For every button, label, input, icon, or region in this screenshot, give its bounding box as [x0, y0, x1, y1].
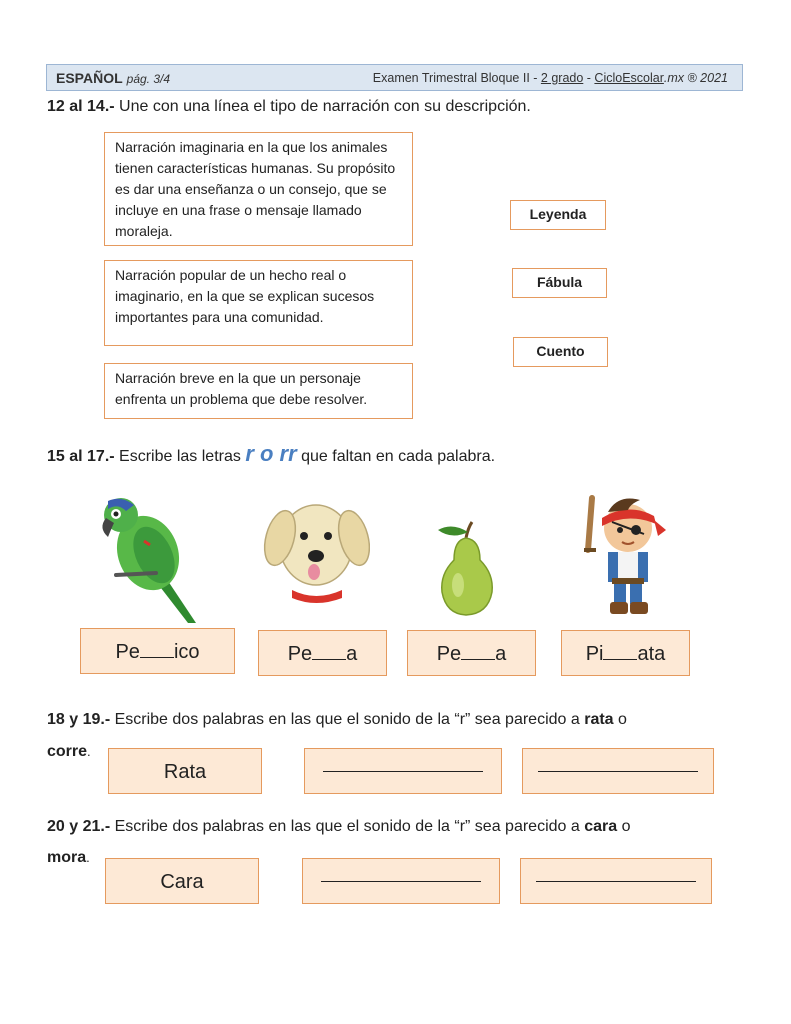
example-box-rata: Rata: [108, 748, 262, 794]
type-box-fabula: Fábula: [512, 268, 607, 298]
example-box-cara: Cara: [105, 858, 259, 904]
type-box-leyenda: Leyenda: [510, 200, 606, 230]
answer-line[interactable]: [321, 859, 481, 882]
answer-box-1[interactable]: [304, 748, 502, 794]
answer-blank[interactable]: [312, 645, 346, 660]
word-box-perra: Pe a: [258, 630, 387, 676]
answer-line[interactable]: [536, 859, 696, 882]
exam-info: Examen Trimestral Bloque II - 2 grado - CicloEscolar.mx ® 2021: [372, 71, 728, 85]
question-15-17: 15 al 17.- Escribe las letras r o rr que faltan en cada palabra.: [47, 441, 496, 466]
word-box-perico: Pe ico: [80, 628, 235, 674]
description-box-3: Narración breve en la que un personaje enfrenta un problema que debe resolver.: [104, 363, 413, 419]
page-header: [46, 64, 743, 91]
question-18-19: 18 y 19.- Escribe dos palabras en las que el sonido de la “r” sea parecido a rata o: [47, 711, 627, 728]
answer-blank[interactable]: [461, 645, 495, 660]
description-box-2: Narración popular de un hecho real o imaginario, en la que se explican sucesos importantes para una comunidad.: [104, 260, 413, 346]
question-18-19-cont: corre.: [47, 743, 91, 760]
page-number: pág. 3/4: [126, 72, 171, 86]
answer-box-2[interactable]: [522, 748, 714, 794]
dog-icon: [262, 490, 370, 610]
answer-line[interactable]: [538, 749, 698, 772]
pirate-icon: [578, 490, 668, 620]
word-box-pirata: Pi ata: [561, 630, 690, 676]
pear-icon: [432, 520, 502, 618]
answer-blank[interactable]: [603, 645, 637, 660]
type-box-cuento: Cuento: [513, 337, 608, 367]
answer-line[interactable]: [323, 749, 483, 772]
question-12-14: 12 al 14.- Une con una línea el tipo de narración con su descripción.: [47, 98, 531, 115]
parrot-icon: [96, 493, 208, 628]
question-20-21-cont: mora.: [47, 849, 90, 866]
question-20-21: 20 y 21.- Escribe dos palabras en las que el sonido de la “r” sea parecido a cara o: [47, 818, 631, 835]
subject-title: ESPAÑOL: [56, 70, 123, 86]
letters-highlight: r o rr: [245, 441, 297, 466]
answer-blank[interactable]: [140, 643, 174, 658]
answer-box-3[interactable]: [302, 858, 500, 904]
description-box-1: Narración imaginaria en la que los animales tienen características humanas. Su propósito es dar una enseñanza o un consejo, que se incluye en una frase o mensaje llamado moraleja.: [104, 132, 413, 246]
answer-box-4[interactable]: [520, 858, 712, 904]
word-box-pera: Pe a: [407, 630, 536, 676]
